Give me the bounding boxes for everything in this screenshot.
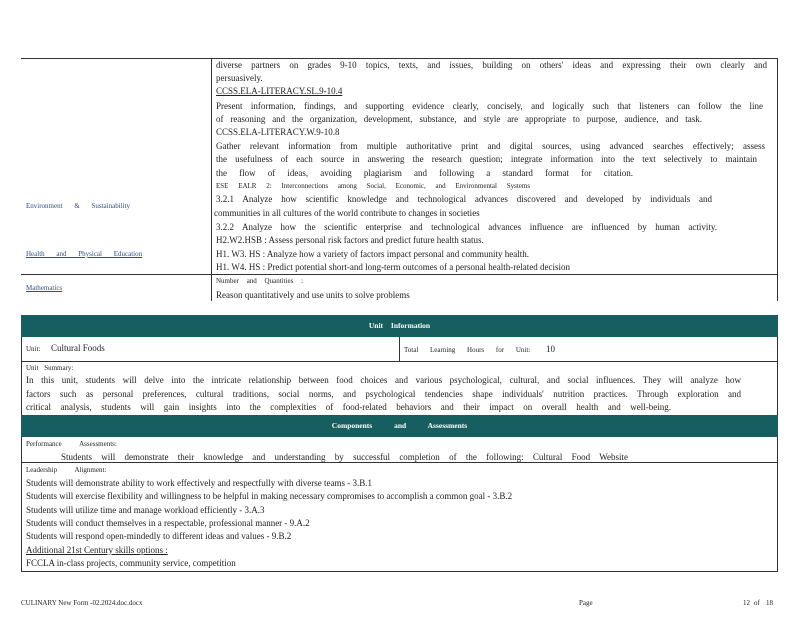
health-line: H1. W3. HS : Analyze how a variety of factors impact personal and community health.: [216, 249, 530, 259]
unit-left-border: [21, 337, 22, 572]
table-right-border: [777, 58, 778, 301]
unit-hours-divider: [399, 337, 400, 361]
hours-label: Total Learning Hours for Unit:: [404, 346, 531, 354]
health-line: H1. W4. HS : Predict potential short-and long-term outcomes of a personal health-related decision: [216, 262, 570, 272]
hours-value: 10: [546, 344, 555, 354]
table-bottom-border: [21, 571, 778, 572]
health-label: Health and Physical Education: [26, 250, 143, 258]
env-line: 3.2.1 Analyze how scientific knowledge and technological advances discovered and developed by individuals and: [216, 194, 712, 204]
standards-line: Present information, findings, and supporting evidence clearly, concisely, and logically such that listeners can follow the line: [216, 101, 763, 111]
standard-code: CCSS.ELA-LITERACY.SL.9-10.4: [216, 86, 343, 96]
components-header-text: Components and Assessments: [331, 421, 468, 430]
summary-label: Unit Summary:: [26, 364, 74, 372]
components-header: [21, 415, 778, 437]
row-divider: [21, 274, 778, 275]
standards-line: of reasoning and the organization, development, substance, and style are appropriate to purpose, audience, and task.: [216, 114, 702, 124]
comp-row-divider: [21, 462, 778, 463]
unit-right-border: [777, 337, 778, 572]
unit-value: Cultural Foods: [51, 343, 105, 353]
skills-label: Additional 21st Century skills options :: [26, 545, 168, 555]
standards-line: the usefulness of each source in answering the research question; integrate information into the text selectively to maintain: [216, 154, 757, 164]
unit-info-header: [21, 315, 778, 337]
lead-line: Students will respond open-mindedly to different ideas and values - 9.B.2: [26, 531, 292, 541]
perf-text: Students will demonstrate their knowledge and understanding by successful completion of the following: Cultural Food Website: [61, 452, 628, 462]
health-line: H2.W2.HSB : Assess personal risk factors and predict future health status.: [216, 235, 484, 245]
lead-line: Students will demonstrate ability to work effectively and respectfully with diverse teams - 3.B.1: [26, 478, 373, 488]
lead-line: Students will exercise flexibility and willingness to be helpful in making necessary compromises to accomplish a common goal - 3.B.2: [26, 491, 513, 501]
skills-text: FCCLA in-class projects, community service, competition: [26, 558, 236, 568]
env-line: 3.2.2 Analyze how the scientific enterprise and technological advances influence are influenced by human activity.: [216, 222, 717, 232]
footer-page-total: 18: [766, 599, 773, 607]
math-header: Number and Quantities :: [216, 277, 304, 285]
summary-line: factors such as personal preferences, cultural traditions, social norms, and psychological tendencies shape individuals' nutrition practices. Through exploration and: [26, 389, 741, 399]
footer-page-num: 12: [743, 599, 750, 607]
footer-of-label: of: [754, 599, 760, 607]
unit-label: Unit:: [26, 345, 41, 353]
lead-label: Leadership Alignment:: [26, 466, 107, 474]
lead-line: Students will conduct themselves in a respectable, professional manner - 9.A.2: [26, 518, 310, 528]
table-top-border: [21, 58, 778, 59]
standards-line: Gather relevant information from multiple authoritative print and digital sources, using advanced searches effectively; assess: [216, 141, 765, 151]
env-header: ESE EALR 2: Interconnections among Social, Economic, and Environmental Systems: [216, 182, 531, 190]
footer-page-label: Page: [579, 599, 593, 607]
env-line: communities in all cultures of the world contribute to changes in societies: [214, 208, 480, 218]
env-label: Environment & Sustainability: [26, 202, 130, 210]
math-line: Reason quantitatively and use units to solve problems: [216, 290, 410, 300]
standards-line: diverse partners on grades 9-10 topics, texts, and issues, building on others' ideas and expressing their own clearly and: [216, 60, 767, 70]
summary-line: In this unit, students will delve into the intricate relationship between food choices and various psychological, cultural, and social influences. They will analyze how: [26, 375, 741, 385]
column-divider: [211, 58, 212, 301]
footer-doc-name: CULINARY New Form -02.2024.doc.docx: [21, 599, 143, 607]
standards-line: persuasively.: [216, 73, 263, 83]
lead-line: Students will utilize time and manage workload efficiently - 3.A.3: [26, 505, 265, 515]
unit-row-divider: [21, 361, 778, 362]
unit-info-header-text: Unit Information: [368, 321, 431, 330]
math-label: Mathematics: [26, 284, 63, 292]
perf-label: Performance Assessments:: [26, 440, 117, 448]
standards-line: the flow of ideas, avoiding plagiarism and following a standard format for citation.: [216, 168, 633, 178]
summary-line: critical analysis, students will gain insights into the complexities of food-related behaviors and their impact on overall health and well-being.: [26, 402, 671, 412]
standard-code: CCSS.ELA-LITERACY.W.9-10.8: [216, 127, 340, 137]
